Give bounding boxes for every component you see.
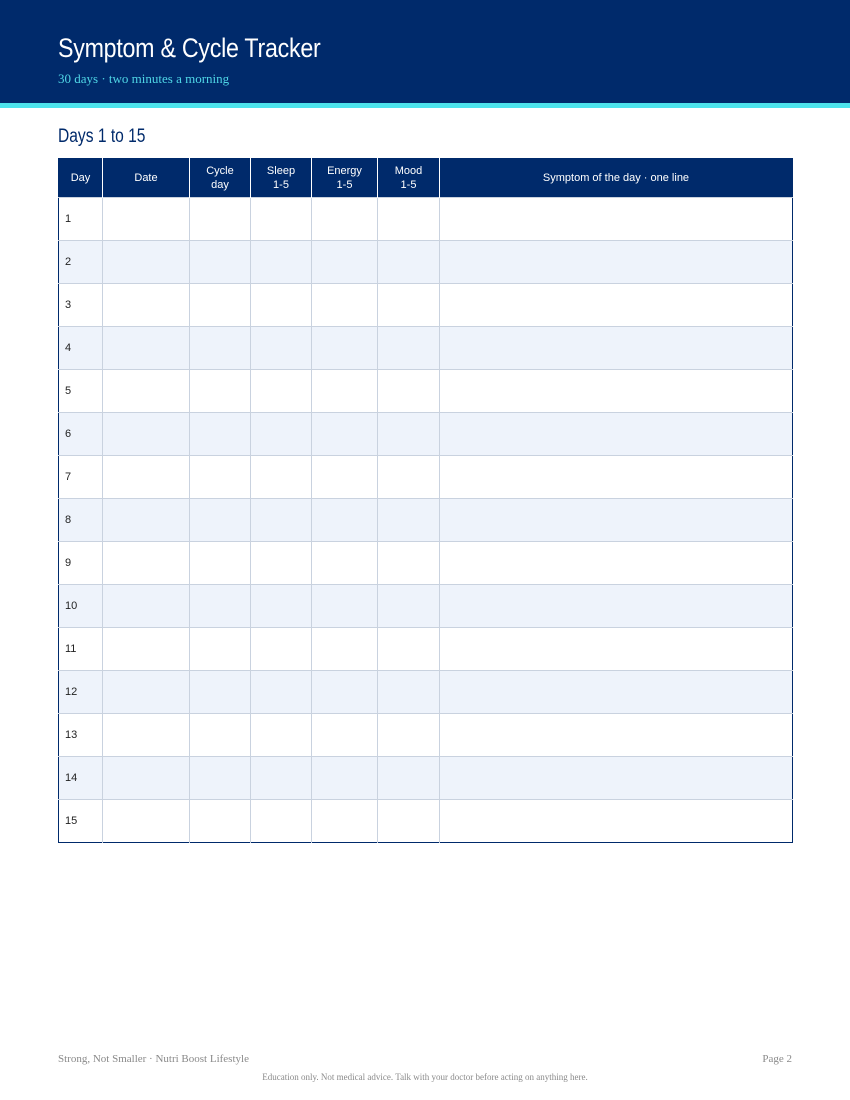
date-entry-cell[interactable] [103, 714, 190, 757]
column-header-symptom-label: Symptom of the day · one line [542, 172, 690, 184]
sleep-entry-cell[interactable] [251, 757, 312, 800]
cycle-day-entry-cell[interactable] [190, 413, 251, 456]
mood-entry-cell[interactable] [378, 671, 440, 714]
page-header [0, 0, 850, 103]
mood-entry-cell[interactable] [378, 327, 440, 370]
energy-entry-cell[interactable] [312, 456, 378, 499]
mood-entry-cell[interactable] [378, 628, 440, 671]
day-number-cell: 13 [59, 714, 103, 757]
mood-entry-cell[interactable] [378, 241, 440, 284]
column-header-mood [378, 159, 440, 198]
table-row [59, 542, 793, 585]
sleep-entry-cell[interactable] [251, 370, 312, 413]
date-entry-cell[interactable] [103, 284, 190, 327]
date-entry-cell[interactable] [103, 757, 190, 800]
day-number-cell: 4 [59, 327, 103, 370]
cycle-day-entry-cell[interactable] [190, 542, 251, 585]
energy-entry-cell[interactable] [312, 499, 378, 542]
day-number-cell: 2 [59, 241, 103, 284]
energy-entry-cell[interactable] [312, 284, 378, 327]
cycle-day-entry-cell[interactable] [190, 757, 251, 800]
cycle-day-entry-cell[interactable] [190, 327, 251, 370]
cycle-day-entry-cell[interactable] [190, 628, 251, 671]
day-number-cell: 11 [59, 628, 103, 671]
column-header-day-label: Day [70, 172, 91, 184]
sleep-entry-cell[interactable] [251, 628, 312, 671]
date-entry-cell[interactable] [103, 800, 190, 843]
table-row [59, 241, 793, 284]
table-row [59, 198, 793, 241]
footer-disclaimer: Education only. Not medical advice. Talk with your doctor before acting on anything here. [262, 1072, 588, 1082]
table-header-row [59, 159, 793, 198]
page-title: Symptom & Cycle Tracker [58, 33, 321, 63]
symptom-entry-cell[interactable] [440, 499, 793, 542]
symptom-entry-cell[interactable] [440, 198, 793, 241]
table-row [59, 585, 793, 628]
mood-entry-cell[interactable] [378, 757, 440, 800]
cycle-day-entry-cell[interactable] [190, 499, 251, 542]
sleep-entry-cell[interactable] [251, 671, 312, 714]
date-entry-cell[interactable] [103, 671, 190, 714]
table-row [59, 499, 793, 542]
cycle-day-entry-cell[interactable] [190, 714, 251, 757]
table-row [59, 671, 793, 714]
day-number-cell: 12 [59, 671, 103, 714]
symptom-entry-cell[interactable] [440, 800, 793, 843]
table-row [59, 628, 793, 671]
column-header-mood-line1: Mood [394, 165, 423, 177]
symptom-entry-cell[interactable] [440, 370, 793, 413]
table-row [59, 327, 793, 370]
energy-entry-cell[interactable] [312, 757, 378, 800]
day-number-cell: 10 [59, 585, 103, 628]
mood-entry-cell[interactable] [378, 370, 440, 413]
mood-entry-cell[interactable] [378, 284, 440, 327]
column-header-mood-line2: 1-5 [400, 179, 417, 191]
date-entry-cell[interactable] [103, 327, 190, 370]
energy-entry-cell[interactable] [312, 198, 378, 241]
symptom-entry-cell[interactable] [440, 714, 793, 757]
column-header-sleep [251, 159, 312, 198]
sleep-entry-cell[interactable] [251, 241, 312, 284]
sleep-entry-cell[interactable] [251, 714, 312, 757]
mood-entry-cell[interactable] [378, 198, 440, 241]
column-header-energy-line1: Energy [327, 165, 362, 177]
mood-entry-cell[interactable] [378, 714, 440, 757]
date-entry-cell[interactable] [103, 542, 190, 585]
energy-entry-cell[interactable] [312, 671, 378, 714]
table-row [59, 284, 793, 327]
column-header-cycle-day [190, 159, 251, 198]
symptom-entry-cell[interactable] [440, 671, 793, 714]
day-number-cell: 14 [59, 757, 103, 800]
column-header-day [59, 159, 103, 198]
date-entry-cell[interactable] [103, 413, 190, 456]
sleep-entry-cell[interactable] [251, 585, 312, 628]
sleep-entry-cell[interactable] [251, 542, 312, 585]
energy-entry-cell[interactable] [312, 327, 378, 370]
column-header-cycle-day-line2: day [211, 179, 229, 191]
section-title: Days 1 to 15 [58, 126, 146, 147]
day-number-cell: 7 [59, 456, 103, 499]
day-number-cell: 5 [59, 370, 103, 413]
day-number-cell: 1 [59, 198, 103, 241]
column-header-date [103, 159, 190, 198]
day-number-cell: 15 [59, 800, 103, 843]
energy-entry-cell[interactable] [312, 370, 378, 413]
sleep-entry-cell[interactable] [251, 284, 312, 327]
cycle-day-entry-cell[interactable] [190, 456, 251, 499]
cycle-day-entry-cell[interactable] [190, 198, 251, 241]
date-entry-cell[interactable] [103, 198, 190, 241]
page-subtitle: 30 days · two minutes a morning [58, 71, 230, 86]
date-entry-cell[interactable] [103, 370, 190, 413]
footer-page-number: Page 2 [762, 1053, 792, 1065]
column-header-energy [312, 159, 378, 198]
mood-entry-cell[interactable] [378, 585, 440, 628]
table-row [59, 413, 793, 456]
symptom-entry-cell[interactable] [440, 628, 793, 671]
symptom-entry-cell[interactable] [440, 585, 793, 628]
day-number-cell: 8 [59, 499, 103, 542]
column-header-symptom [440, 159, 793, 198]
sleep-entry-cell[interactable] [251, 800, 312, 843]
symptom-entry-cell[interactable] [440, 456, 793, 499]
day-number-cell: 9 [59, 542, 103, 585]
symptom-entry-cell[interactable] [440, 757, 793, 800]
day-number-cell: 6 [59, 413, 103, 456]
column-header-sleep-line2: 1-5 [273, 179, 289, 191]
mood-entry-cell[interactable] [378, 542, 440, 585]
cycle-day-entry-cell[interactable] [190, 671, 251, 714]
symptom-entry-cell[interactable] [440, 284, 793, 327]
symptom-entry-cell[interactable] [440, 327, 793, 370]
day-number-cell: 3 [59, 284, 103, 327]
tracker-table [58, 158, 793, 843]
energy-entry-cell[interactable] [312, 585, 378, 628]
mood-entry-cell[interactable] [378, 800, 440, 843]
column-header-sleep-line1: Sleep [266, 165, 296, 177]
header-accent-bar [0, 103, 850, 108]
mood-entry-cell[interactable] [378, 499, 440, 542]
cycle-day-entry-cell[interactable] [190, 370, 251, 413]
mood-entry-cell[interactable] [378, 456, 440, 499]
energy-entry-cell[interactable] [312, 714, 378, 757]
symptom-entry-cell[interactable] [440, 241, 793, 284]
cycle-day-entry-cell[interactable] [190, 284, 251, 327]
mood-entry-cell[interactable] [378, 413, 440, 456]
energy-entry-cell[interactable] [312, 800, 378, 843]
cycle-day-entry-cell[interactable] [190, 800, 251, 843]
symptom-entry-cell[interactable] [440, 413, 793, 456]
sleep-entry-cell[interactable] [251, 499, 312, 542]
table-row [59, 456, 793, 499]
table-row [59, 800, 793, 843]
column-header-date-label: Date [134, 172, 158, 184]
sleep-entry-cell[interactable] [251, 456, 312, 499]
cycle-day-entry-cell[interactable] [190, 585, 251, 628]
energy-entry-cell[interactable] [312, 628, 378, 671]
energy-entry-cell[interactable] [312, 241, 378, 284]
column-header-energy-line2: 1-5 [336, 179, 353, 191]
energy-entry-cell[interactable] [312, 542, 378, 585]
date-entry-cell[interactable] [103, 628, 190, 671]
table-row [59, 714, 793, 757]
footer-brand: Strong, Not Smaller · Nutri Boost Lifestyle [58, 1053, 249, 1065]
date-entry-cell[interactable] [103, 499, 190, 542]
cycle-day-entry-cell[interactable] [190, 241, 251, 284]
date-entry-cell[interactable] [103, 241, 190, 284]
column-header-cycle-day-line1: Cycle [206, 165, 234, 177]
sleep-entry-cell[interactable] [251, 198, 312, 241]
date-entry-cell[interactable] [103, 585, 190, 628]
symptom-entry-cell[interactable] [440, 542, 793, 585]
sleep-entry-cell[interactable] [251, 413, 312, 456]
sleep-entry-cell[interactable] [251, 327, 312, 370]
energy-entry-cell[interactable] [312, 413, 378, 456]
table-row [59, 370, 793, 413]
date-entry-cell[interactable] [103, 456, 190, 499]
table-row [59, 757, 793, 800]
